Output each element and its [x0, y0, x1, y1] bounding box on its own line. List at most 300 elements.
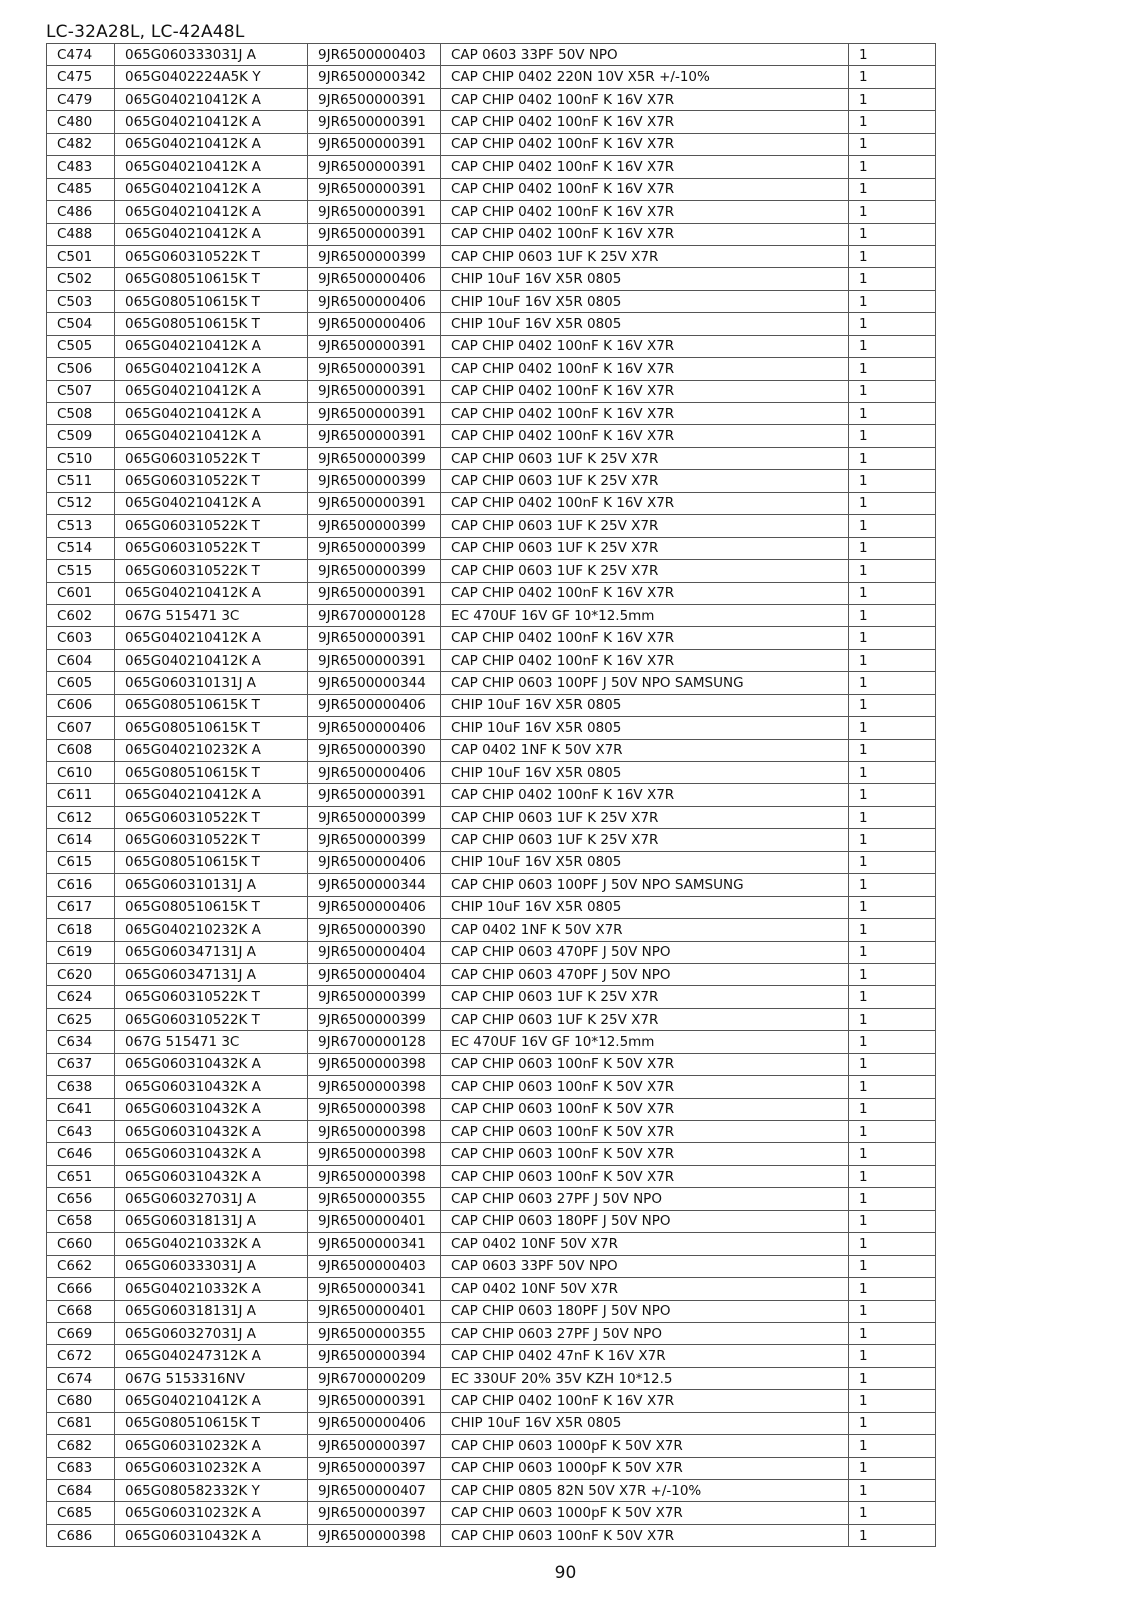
part-number-cell: 9JR6500000355 [308, 1188, 441, 1210]
ref-designator-cell: C615 [47, 851, 115, 873]
ref-designator-cell: C660 [47, 1233, 115, 1255]
quantity-cell: 1 [849, 1345, 936, 1367]
quantity-cell: 1 [849, 1480, 936, 1502]
part-number-cell: 9JR6500000406 [308, 268, 441, 290]
part-number-cell: 9JR6500000399 [308, 245, 441, 267]
description-cell: CAP CHIP 0603 1UF K 25V X7R [441, 245, 849, 267]
ref-designator-cell: C483 [47, 156, 115, 178]
ref-designator-cell: C479 [47, 88, 115, 110]
ref-designator-cell: C669 [47, 1322, 115, 1344]
part-number-cell: 9JR6500000342 [308, 66, 441, 88]
part-number-cell: 9JR6500000399 [308, 806, 441, 828]
description-cell: EC 470UF 16V GF 10*12.5mm [441, 1031, 849, 1053]
table-row [47, 627, 936, 649]
location-code-cell: 065G060310522K T [115, 1008, 308, 1030]
description-cell: CAP CHIP 0603 1UF K 25V X7R [441, 829, 849, 851]
quantity-cell: 1 [849, 290, 936, 312]
part-number-cell: 9JR6500000391 [308, 380, 441, 402]
location-code-cell: 065G040210412K A [115, 133, 308, 155]
location-code-cell: 065G040210412K A [115, 380, 308, 402]
quantity-cell: 1 [849, 672, 936, 694]
location-code-cell: 065G040210412K A [115, 111, 308, 133]
ref-designator-cell: C620 [47, 963, 115, 985]
description-cell: EC 330UF 20% 35V KZH 10*12.5 [441, 1367, 849, 1389]
ref-designator-cell: C506 [47, 358, 115, 380]
table-row [47, 963, 936, 985]
table-row [47, 1188, 936, 1210]
table-row [47, 1412, 936, 1434]
ref-designator-cell: C485 [47, 178, 115, 200]
description-cell: CAP CHIP 0402 100nF K 16V X7R [441, 223, 849, 245]
description-cell: CAP CHIP 0402 100nF K 16V X7R [441, 201, 849, 223]
ref-designator-cell: C510 [47, 447, 115, 469]
ref-designator-cell: C637 [47, 1053, 115, 1075]
table-row [47, 851, 936, 873]
quantity-cell: 1 [849, 1233, 936, 1255]
ref-designator-cell: C619 [47, 941, 115, 963]
description-cell: CAP CHIP 0402 100nF K 16V X7R [441, 380, 849, 402]
ref-designator-cell: C603 [47, 627, 115, 649]
description-cell: CHIP 10uF 16V X5R 0805 [441, 762, 849, 784]
quantity-cell: 1 [849, 133, 936, 155]
location-code-cell: 065G040210412K A [115, 649, 308, 671]
location-code-cell: 065G060310131J A [115, 672, 308, 694]
table-row [47, 380, 936, 402]
location-code-cell: 065G060310522K T [115, 829, 308, 851]
ref-designator-cell: C509 [47, 425, 115, 447]
location-code-cell: 065G040210412K A [115, 335, 308, 357]
description-cell: CHIP 10uF 16V X5R 0805 [441, 896, 849, 918]
quantity-cell: 1 [849, 313, 936, 335]
ref-designator-cell: C607 [47, 717, 115, 739]
part-number-cell: 9JR6500000399 [308, 515, 441, 537]
quantity-cell: 1 [849, 156, 936, 178]
ref-designator-cell: C680 [47, 1390, 115, 1412]
table-row [47, 111, 936, 133]
location-code-cell: 065G040210412K A [115, 178, 308, 200]
location-code-cell: 065G040210232K A [115, 739, 308, 761]
part-number-cell: 9JR6500000399 [308, 470, 441, 492]
part-number-cell: 9JR6500000397 [308, 1435, 441, 1457]
location-code-cell: 065G060310522K T [115, 806, 308, 828]
ref-designator-cell: C502 [47, 268, 115, 290]
ref-designator-cell: C674 [47, 1367, 115, 1389]
part-number-cell: 9JR6500000406 [308, 896, 441, 918]
table-row [47, 1053, 936, 1075]
location-code-cell: 065G060310522K T [115, 447, 308, 469]
description-cell: CHIP 10uF 16V X5R 0805 [441, 717, 849, 739]
table-row [47, 717, 936, 739]
description-cell: EC 470UF 16V GF 10*12.5mm [441, 604, 849, 626]
location-code-cell: 065G080510615K T [115, 717, 308, 739]
ref-designator-cell: C658 [47, 1210, 115, 1232]
quantity-cell: 1 [849, 515, 936, 537]
quantity-cell: 1 [849, 986, 936, 1008]
quantity-cell: 1 [849, 582, 936, 604]
table-row [47, 133, 936, 155]
quantity-cell: 1 [849, 806, 936, 828]
quantity-cell: 1 [849, 425, 936, 447]
ref-designator-cell: C638 [47, 1076, 115, 1098]
description-cell: CAP CHIP 0402 100nF K 16V X7R [441, 335, 849, 357]
location-code-cell: 065G060310432K A [115, 1143, 308, 1165]
description-cell: CAP 0402 1NF K 50V X7R [441, 919, 849, 941]
location-code-cell: 065G040210412K A [115, 403, 308, 425]
description-cell: CAP CHIP 0402 100nF K 16V X7R [441, 358, 849, 380]
quantity-cell: 1 [849, 604, 936, 626]
ref-designator-cell: C614 [47, 829, 115, 851]
description-cell: CHIP 10uF 16V X5R 0805 [441, 313, 849, 335]
location-code-cell: 065G080510615K T [115, 762, 308, 784]
ref-designator-cell: C624 [47, 986, 115, 1008]
description-cell: CAP CHIP 0603 100nF K 50V X7R [441, 1524, 849, 1546]
description-cell: CAP CHIP 0603 1000pF K 50V X7R [441, 1435, 849, 1457]
quantity-cell: 1 [849, 1322, 936, 1344]
table-row [47, 1210, 936, 1232]
quantity-cell: 1 [849, 470, 936, 492]
description-cell: CAP CHIP 0603 27PF J 50V NPO [441, 1188, 849, 1210]
parts-list-body [47, 44, 936, 1547]
quantity-cell: 1 [849, 223, 936, 245]
quantity-cell: 1 [849, 1278, 936, 1300]
ref-designator-cell: C685 [47, 1502, 115, 1524]
part-number-cell: 9JR6500000399 [308, 537, 441, 559]
location-code-cell: 065G080510615K T [115, 694, 308, 716]
quantity-cell: 1 [849, 649, 936, 671]
description-cell: CAP CHIP 0402 100nF K 16V X7R [441, 582, 849, 604]
part-number-cell: 9JR6500000398 [308, 1524, 441, 1546]
table-row [47, 201, 936, 223]
table-row [47, 492, 936, 514]
part-number-cell: 9JR6500000399 [308, 1008, 441, 1030]
part-number-cell: 9JR6500000406 [308, 290, 441, 312]
ref-designator-cell: C634 [47, 1031, 115, 1053]
description-cell: CAP 0603 33PF 50V NPO [441, 1255, 849, 1277]
table-row [47, 156, 936, 178]
ref-designator-cell: C625 [47, 1008, 115, 1030]
description-cell: CAP 0402 10NF 50V X7R [441, 1233, 849, 1255]
location-code-cell: 065G060310432K A [115, 1524, 308, 1546]
ref-designator-cell: C508 [47, 403, 115, 425]
description-cell: CAP CHIP 0402 100nF K 16V X7R [441, 784, 849, 806]
part-number-cell: 9JR6500000397 [308, 1457, 441, 1479]
description-cell: CAP 0603 33PF 50V NPO [441, 44, 849, 66]
location-code-cell: 065G060310432K A [115, 1121, 308, 1143]
location-code-cell: 067G 5153316NV [115, 1367, 308, 1389]
table-row [47, 784, 936, 806]
description-cell: CAP CHIP 0402 100nF K 16V X7R [441, 1390, 849, 1412]
table-row [47, 44, 936, 66]
quantity-cell: 1 [849, 1165, 936, 1187]
location-code-cell: 065G060310432K A [115, 1165, 308, 1187]
part-number-cell: 9JR6500000391 [308, 492, 441, 514]
table-row [47, 806, 936, 828]
part-number-cell: 9JR6500000406 [308, 717, 441, 739]
quantity-cell: 1 [849, 1367, 936, 1389]
ref-designator-cell: C504 [47, 313, 115, 335]
quantity-cell: 1 [849, 829, 936, 851]
part-number-cell: 9JR6500000391 [308, 649, 441, 671]
description-cell: CAP CHIP 0603 180PF J 50V NPO [441, 1300, 849, 1322]
table-row [47, 1390, 936, 1412]
ref-designator-cell: C666 [47, 1278, 115, 1300]
ref-designator-cell: C682 [47, 1435, 115, 1457]
location-code-cell: 065G060347131J A [115, 941, 308, 963]
description-cell: CAP 0402 10NF 50V X7R [441, 1278, 849, 1300]
location-code-cell: 065G040210332K A [115, 1278, 308, 1300]
quantity-cell: 1 [849, 380, 936, 402]
ref-designator-cell: C684 [47, 1480, 115, 1502]
ref-designator-cell: C608 [47, 739, 115, 761]
ref-designator-cell: C662 [47, 1255, 115, 1277]
description-cell: CAP CHIP 0402 100nF K 16V X7R [441, 88, 849, 110]
ref-designator-cell: C612 [47, 806, 115, 828]
part-number-cell: 9JR6500000398 [308, 1076, 441, 1098]
table-row [47, 223, 936, 245]
location-code-cell: 067G 515471 3C [115, 1031, 308, 1053]
quantity-cell: 1 [849, 66, 936, 88]
table-row [47, 1121, 936, 1143]
table-row [47, 1524, 936, 1546]
part-number-cell: 9JR6500000404 [308, 963, 441, 985]
description-cell: CAP CHIP 0603 470PF J 50V NPO [441, 963, 849, 985]
quantity-cell: 1 [849, 268, 936, 290]
ref-designator-cell: C511 [47, 470, 115, 492]
ref-designator-cell: C641 [47, 1098, 115, 1120]
quantity-cell: 1 [849, 1143, 936, 1165]
part-number-cell: 9JR6500000344 [308, 672, 441, 694]
table-row [47, 1255, 936, 1277]
description-cell: CAP CHIP 0603 1000pF K 50V X7R [441, 1502, 849, 1524]
ref-designator-cell: C686 [47, 1524, 115, 1546]
part-number-cell: 9JR6500000399 [308, 560, 441, 582]
part-number-cell: 9JR6700000128 [308, 604, 441, 626]
document-title: LC-32A28L, LC-42A48L [46, 22, 245, 42]
location-code-cell: 065G080510615K T [115, 1412, 308, 1434]
table-row [47, 335, 936, 357]
description-cell: CAP CHIP 0603 100PF J 50V NPO SAMSUNG [441, 874, 849, 896]
location-code-cell: 065G060310522K T [115, 470, 308, 492]
table-row [47, 358, 936, 380]
description-cell: CAP CHIP 0603 27PF J 50V NPO [441, 1322, 849, 1344]
quantity-cell: 1 [849, 784, 936, 806]
table-row [47, 1098, 936, 1120]
part-number-cell: 9JR6500000391 [308, 111, 441, 133]
location-code-cell: 065G040210412K A [115, 156, 308, 178]
ref-designator-cell: C605 [47, 672, 115, 694]
location-code-cell: 065G040210412K A [115, 425, 308, 447]
part-number-cell: 9JR6500000391 [308, 223, 441, 245]
table-row [47, 425, 936, 447]
quantity-cell: 1 [849, 874, 936, 896]
part-number-cell: 9JR6500000403 [308, 1255, 441, 1277]
location-code-cell: 065G040210412K A [115, 784, 308, 806]
ref-designator-cell: C646 [47, 1143, 115, 1165]
part-number-cell: 9JR6500000391 [308, 133, 441, 155]
table-row [47, 66, 936, 88]
table-row [47, 1031, 936, 1053]
description-cell: CAP CHIP 0603 1UF K 25V X7R [441, 447, 849, 469]
quantity-cell: 1 [849, 1255, 936, 1277]
location-code-cell: 065G060310522K T [115, 560, 308, 582]
description-cell: CAP CHIP 0402 47nF K 16V X7R [441, 1345, 849, 1367]
description-cell: CAP CHIP 0603 470PF J 50V NPO [441, 941, 849, 963]
part-number-cell: 9JR6500000391 [308, 358, 441, 380]
table-row [47, 537, 936, 559]
description-cell: CAP CHIP 0402 100nF K 16V X7R [441, 178, 849, 200]
table-row [47, 672, 936, 694]
ref-designator-cell: C475 [47, 66, 115, 88]
table-row [47, 896, 936, 918]
table-row [47, 694, 936, 716]
description-cell: CHIP 10uF 16V X5R 0805 [441, 290, 849, 312]
ref-designator-cell: C617 [47, 896, 115, 918]
quantity-cell: 1 [849, 851, 936, 873]
part-number-cell: 9JR6700000209 [308, 1367, 441, 1389]
part-number-cell: 9JR6500000391 [308, 335, 441, 357]
location-code-cell: 065G040210412K A [115, 627, 308, 649]
part-number-cell: 9JR6500000398 [308, 1143, 441, 1165]
quantity-cell: 1 [849, 1031, 936, 1053]
table-row [47, 515, 936, 537]
quantity-cell: 1 [849, 1524, 936, 1546]
location-code-cell: 065G0402224A5K Y [115, 66, 308, 88]
quantity-cell: 1 [849, 1053, 936, 1075]
part-number-cell: 9JR6500000406 [308, 694, 441, 716]
ref-designator-cell: C486 [47, 201, 115, 223]
quantity-cell: 1 [849, 335, 936, 357]
location-code-cell: 065G040210412K A [115, 1390, 308, 1412]
quantity-cell: 1 [849, 627, 936, 649]
table-row [47, 1143, 936, 1165]
quantity-cell: 1 [849, 963, 936, 985]
description-cell: CAP CHIP 0402 100nF K 16V X7R [441, 111, 849, 133]
description-cell: CAP CHIP 0603 1UF K 25V X7R [441, 806, 849, 828]
location-code-cell: 065G040210412K A [115, 358, 308, 380]
quantity-cell: 1 [849, 178, 936, 200]
ref-designator-cell: C616 [47, 874, 115, 896]
quantity-cell: 1 [849, 694, 936, 716]
location-code-cell: 065G060310131J A [115, 874, 308, 896]
quantity-cell: 1 [849, 1098, 936, 1120]
part-number-cell: 9JR6500000391 [308, 582, 441, 604]
quantity-cell: 1 [849, 1076, 936, 1098]
table-row [47, 1457, 936, 1479]
quantity-cell: 1 [849, 1457, 936, 1479]
ref-designator-cell: C602 [47, 604, 115, 626]
quantity-cell: 1 [849, 111, 936, 133]
location-code-cell: 065G040210412K A [115, 201, 308, 223]
quantity-cell: 1 [849, 1412, 936, 1434]
table-row [47, 829, 936, 851]
quantity-cell: 1 [849, 941, 936, 963]
description-cell: CHIP 10uF 16V X5R 0805 [441, 694, 849, 716]
table-row [47, 986, 936, 1008]
table-row [47, 1480, 936, 1502]
ref-designator-cell: C611 [47, 784, 115, 806]
location-code-cell: 065G040247312K A [115, 1345, 308, 1367]
part-number-cell: 9JR6500000391 [308, 156, 441, 178]
description-cell: CAP CHIP 0603 1UF K 25V X7R [441, 537, 849, 559]
description-cell: CAP CHIP 0603 180PF J 50V NPO [441, 1210, 849, 1232]
description-cell: CAP CHIP 0603 1000pF K 50V X7R [441, 1457, 849, 1479]
ref-designator-cell: C507 [47, 380, 115, 402]
quantity-cell: 1 [849, 88, 936, 110]
location-code-cell: 065G060310232K A [115, 1502, 308, 1524]
part-number-cell: 9JR6500000391 [308, 88, 441, 110]
quantity-cell: 1 [849, 201, 936, 223]
part-number-cell: 9JR6500000398 [308, 1053, 441, 1075]
table-row [47, 1165, 936, 1187]
ref-designator-cell: C503 [47, 290, 115, 312]
part-number-cell: 9JR6500000403 [308, 44, 441, 66]
part-number-cell: 9JR6500000398 [308, 1098, 441, 1120]
part-number-cell: 9JR6500000341 [308, 1278, 441, 1300]
table-row [47, 290, 936, 312]
part-number-cell: 9JR6500000390 [308, 739, 441, 761]
description-cell: CAP CHIP 0603 1UF K 25V X7R [441, 1008, 849, 1030]
location-code-cell: 065G080510615K T [115, 268, 308, 290]
table-row [47, 1322, 936, 1344]
description-cell: CAP CHIP 0402 100nF K 16V X7R [441, 133, 849, 155]
quantity-cell: 1 [849, 762, 936, 784]
part-number-cell: 9JR6500000399 [308, 986, 441, 1008]
table-row [47, 649, 936, 671]
description-cell: CAP CHIP 0603 100nF K 50V X7R [441, 1143, 849, 1165]
page-number: 90 [554, 1563, 577, 1583]
table-row [47, 762, 936, 784]
ref-designator-cell: C643 [47, 1121, 115, 1143]
part-number-cell: 9JR6500000397 [308, 1502, 441, 1524]
part-number-cell: 9JR6500000355 [308, 1322, 441, 1344]
part-number-cell: 9JR6500000391 [308, 178, 441, 200]
location-code-cell: 065G040210412K A [115, 582, 308, 604]
ref-designator-cell: C515 [47, 560, 115, 582]
table-row [47, 1345, 936, 1367]
table-row [47, 1502, 936, 1524]
table-row [47, 739, 936, 761]
table-row [47, 1435, 936, 1457]
location-code-cell: 065G040210332K A [115, 1233, 308, 1255]
location-code-cell: 065G060310432K A [115, 1076, 308, 1098]
table-row [47, 313, 936, 335]
quantity-cell: 1 [849, 1008, 936, 1030]
table-row [47, 447, 936, 469]
description-cell: CAP CHIP 0603 100nF K 50V X7R [441, 1165, 849, 1187]
description-cell: CAP CHIP 0603 1UF K 25V X7R [441, 515, 849, 537]
quantity-cell: 1 [849, 1502, 936, 1524]
quantity-cell: 1 [849, 1300, 936, 1322]
ref-designator-cell: C681 [47, 1412, 115, 1434]
location-code-cell: 065G080582332K Y [115, 1480, 308, 1502]
location-code-cell: 065G080510615K T [115, 896, 308, 918]
location-code-cell: 065G060310522K T [115, 515, 308, 537]
quantity-cell: 1 [849, 919, 936, 941]
table-row [47, 1008, 936, 1030]
part-number-cell: 9JR6500000398 [308, 1121, 441, 1143]
description-cell: CAP CHIP 0402 100nF K 16V X7R [441, 649, 849, 671]
location-code-cell: 065G060310522K T [115, 537, 308, 559]
description-cell: CAP CHIP 0603 100nF K 50V X7R [441, 1098, 849, 1120]
table-row [47, 1233, 936, 1255]
description-cell: CAP CHIP 0402 100nF K 16V X7R [441, 627, 849, 649]
location-code-cell: 065G040210412K A [115, 492, 308, 514]
part-number-cell: 9JR6500000391 [308, 784, 441, 806]
location-code-cell: 065G060347131J A [115, 963, 308, 985]
quantity-cell: 1 [849, 896, 936, 918]
ref-designator-cell: C514 [47, 537, 115, 559]
ref-designator-cell: C505 [47, 335, 115, 357]
